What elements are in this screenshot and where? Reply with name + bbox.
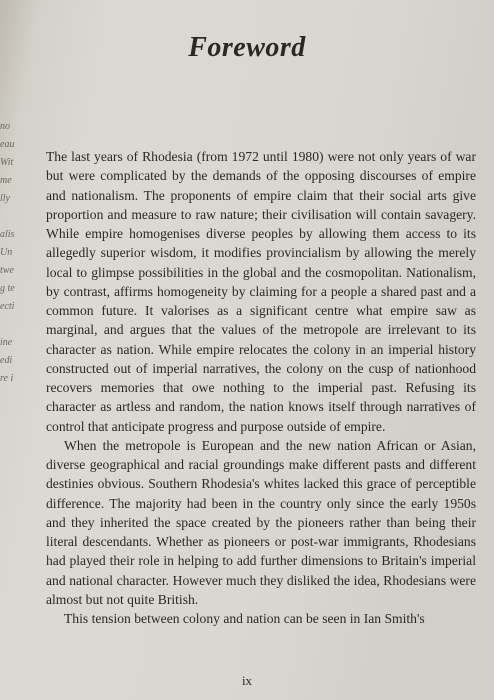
bleed-fragment — [0, 316, 16, 334]
bleed-fragment: Un — [0, 247, 13, 258]
bleed-fragment: eau — [0, 139, 15, 150]
bleed-fragment: ecti — [0, 301, 15, 312]
bleed-fragment: edi — [0, 355, 13, 366]
bleed-fragment: Wit — [0, 157, 14, 168]
bleed-fragment — [0, 208, 16, 226]
bleed-fragment: twe — [0, 265, 14, 276]
facing-page-bleed — [0, 118, 16, 388]
bleed-fragment: no — [0, 121, 10, 132]
bleed-fragment: lly — [0, 193, 10, 204]
bleed-fragment: alis — [0, 229, 15, 240]
paragraph: When the metropole is European and the new nation African or Asian, diverse geographical and racial groundings make different pasts and different destinies obvious. Southern Rhodesia's whites lacked this grace of perceptible difference. The majority had been in the country only since the early 1950s and they inherited the space created by the pioneers rather than being their literal descendants. Whether as pioneers or post-war immigrants, Rhodesians had played their role in helping to add further dimensions to Britain's imperial and national character. However much they disliked the idea, Rhodesians were almost but not quite British. — [46, 437, 476, 607]
chapter-title: Foreword — [188, 32, 306, 63]
bleed-fragment: ine — [0, 337, 13, 348]
paragraph: This tension between colony and nation can be seen in Ian Smith's — [64, 611, 425, 626]
body-text — [46, 147, 476, 628]
bleed-fragment: g te — [0, 283, 15, 294]
bleed-fragment: re i — [0, 373, 14, 384]
page-number: ix — [241, 673, 253, 688]
bleed-fragment: me — [0, 175, 12, 186]
paragraph: The last years of Rhodesia (from 1972 until 1980) were not only years of war but were complicated by the demands of the opposing discourses of empire and nationalism. The proponents of empire claim that their social arts give proportion and measure to raw nature; their civilisation will contain savagery. While empire homogenises diverse peoples by allowing them access to its allegedly superior wisdom, it modifies provincialism by allowing the merely local to glimpse possibilities in the global and the cosmopolitan. Nationalism, by contrast, affirms homogeneity by claiming for a people a shared past and a common future. It valorises as a significant centre what empire saw as marginal, and argues that the values of the metropole are irrelevant to its character as nation. While empire relocates the colony in an imperial history constructed out of imperial narratives, the colony on the cusp of nationhood recovers memories that owe nothing to the imperial past. Refusing its character as artless and random, the nation knows itself through narratives of control that anticipate progress and purpose outside of empire. — [46, 149, 476, 434]
